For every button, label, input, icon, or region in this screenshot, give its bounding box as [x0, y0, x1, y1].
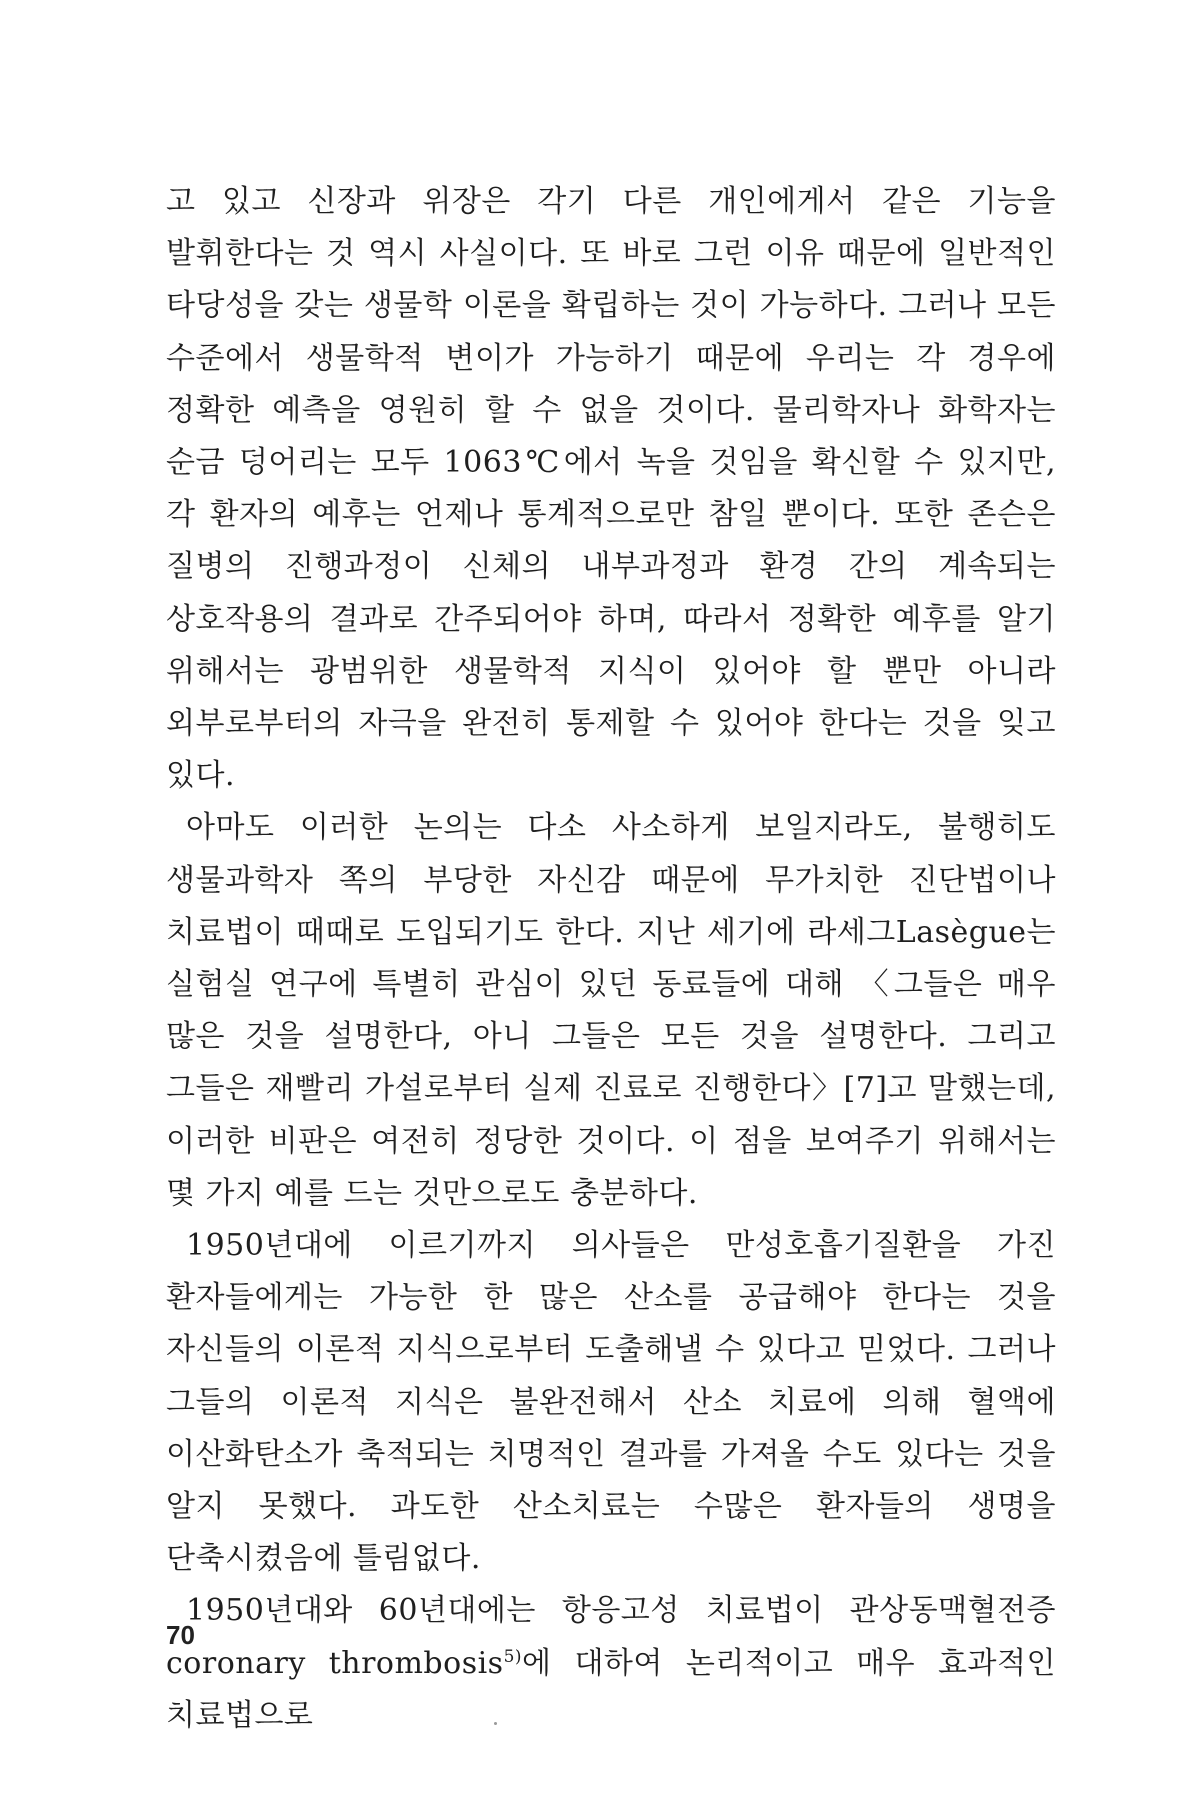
body-text — [166, 176, 1056, 1742]
paragraph-4-text-end: 에 대하여 논리적이고 매우 효과적인 치료법으로 — [166, 1645, 1056, 1733]
paragraph-2: 아마도 이러한 논의는 다소 사소하게 보일지라도, 불행히도 생물과학자 쪽의 부당한 자신감 때문에 무가치한 진단법이나 치료법이 때때로 도입되기도 한다. 지난 세기에 라세그Lasègue는 실험실 연구에 특별히 관심이 있던 동료들에 대해 〈그들은 매우 많은 것을 설명한다, 아니 그들은 모든 것을 설명한다. 그리고 그들은 재빨리 가설로부터 실제 진료로 진행한다〉[7]고 말했는데, 이러한 비판은 여전히 정당한 것이다. 이 점을 보여주기 위해서는 몇 가지 예를 드는 것만으로도 충분하다. — [166, 810, 1056, 1211]
paragraph-4 — [166, 1585, 1056, 1742]
paragraph-4-text-start: 1950년대와 60년대에는 항응고성 치료법이 관상동맥혈전증 coronary thrombosis — [166, 1593, 1056, 1681]
scan-speck — [494, 1722, 497, 1725]
footnote-marker: 5) — [503, 1646, 523, 1667]
paragraph-3: 1950년대에 이르기까지 의사들은 만성호흡기질환을 가진 환자들에게는 가능한 한 많은 산소를 공급해야 한다는 것을 자신들의 이론적 지식으로부터 도출해낼 수 있다고 믿었다. 그러나 그들의 이론적 지식은 불완전해서 산소 치료에 의해 혈액에 이산화탄소가 축적되는 치명적인 결과를 가져올 수도 있다는 것을 알지 못했다. 과도한 산소치료는 수많은 환자들의 생명을 단축시켰음에 틀림없다. — [166, 1228, 1056, 1577]
page-number: 70 — [166, 1620, 195, 1650]
paragraph-1: 고 있고 신장과 위장은 각기 다른 개인에게서 같은 기능을 발휘한다는 것 역시 사실이다. 또 바로 그런 이유 때문에 일반적인 타당성을 갖는 생물학 이론을 확립하는 것이 가능하다. 그러나 모든 수준에서 생물학적 변이가 가능하기 때문에 우리는 각 경우에 정확한 예측을 영원히 할 수 없을 것이다. 물리학자나 화학자는 순금 덩어리는 모두 1063℃에서 녹을 것임을 확신할 수 있지만, 각 환자의 예후는 언제나 통계적으로만 참일 뿐이다. 또한 존슨은 질병의 진행과정이 신체의 내부과정과 환경 간의 계속되는 상호작용의 결과로 간주되어야 하며, 따라서 정확한 예후를 알기 위해서는 광범위한 생물학적 지식이 있어야 할 뿐만 아니라 외부로부터의 자극을 완전히 통제할 수 있어야 한다는 것을 잊고 있다. — [166, 184, 1056, 794]
